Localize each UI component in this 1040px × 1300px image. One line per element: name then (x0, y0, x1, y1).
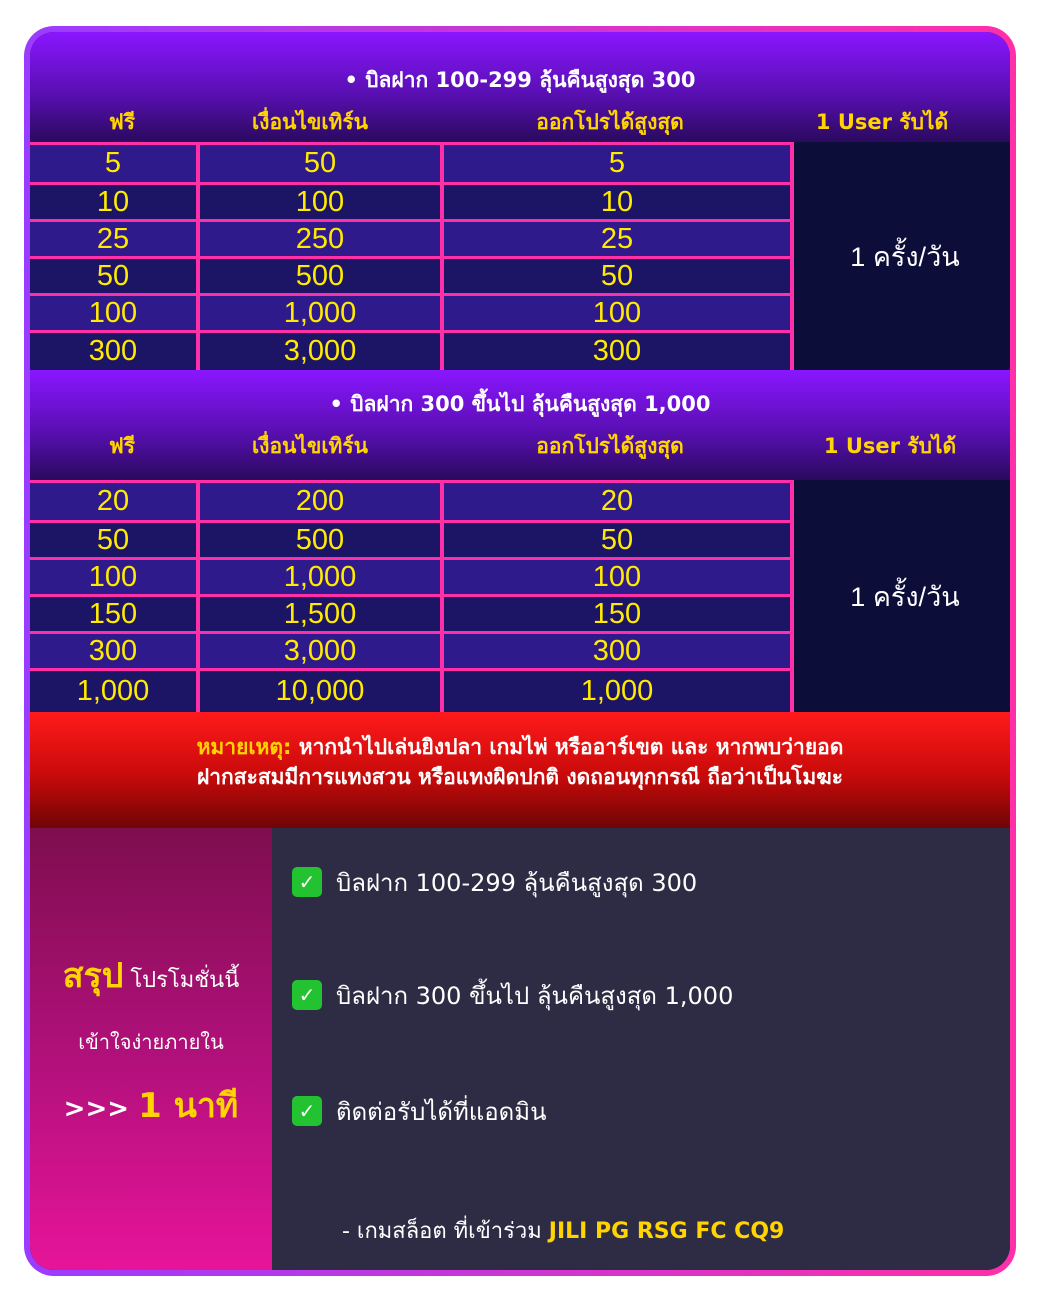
table-row (30, 634, 790, 668)
cell-max: 25 (600, 223, 634, 255)
section2-col-free: ฟรี (108, 434, 136, 458)
summary-panel (30, 828, 272, 1270)
table-row (30, 185, 790, 219)
cell-turnover: 500 (295, 260, 345, 292)
table-border (196, 142, 200, 370)
check-icon: ✓ (292, 1096, 322, 1126)
cell-max: 300 (592, 635, 642, 667)
summary-item (292, 1094, 546, 1128)
section2-limit: 1 ครั้ง/วัน (794, 480, 1010, 712)
cell-free: 150 (88, 598, 138, 630)
promo-card (30, 32, 1010, 1270)
cell-turnover: 10,000 (275, 675, 365, 707)
summary-item (292, 865, 697, 899)
cell-free: 300 (88, 635, 138, 667)
section1-table (30, 142, 1010, 370)
cell-turnover: 50 (303, 147, 337, 179)
cell-free: 100 (88, 297, 138, 329)
cell-turnover: 1,000 (283, 297, 357, 329)
table-border (440, 142, 444, 370)
table-row (30, 222, 790, 256)
games-list: JILI PG RSG FC CQ9 (548, 1219, 785, 1244)
section2-title: • บิลฝาก 300 ขึ้นไป ลุ้นคืนสูงสุด 1,000 (329, 392, 711, 416)
table-row (30, 523, 790, 557)
cell-turnover: 1,000 (283, 561, 357, 593)
section1-col-free: ฟรี (108, 110, 136, 134)
section2-col-max: ออกโปรได้สูงสุด (536, 434, 684, 458)
cell-turnover: 500 (295, 524, 345, 556)
summary-item-text: บิลฝาก 100-299 ลุ้นคืนสูงสุด 300 (336, 868, 698, 897)
table-border (440, 480, 444, 712)
cell-max: 10 (600, 186, 634, 218)
summary-title (30, 948, 272, 1002)
note-text-1: หากนำไปเล่นยิงปลา เกมไพ่ หรืออาร์เขต และ หากพบว่ายอด (291, 735, 844, 759)
note-label: หมายเหตุ: (196, 735, 292, 759)
table-row (30, 597, 790, 631)
summary-item (292, 978, 733, 1012)
table-row (30, 483, 790, 520)
summary-title-big: สรุป (62, 956, 124, 996)
summary-duration (30, 1078, 272, 1132)
table-row (30, 145, 790, 182)
note-line-2: ฝากสะสมมีการแทงสวน หรือแทงผิดปกติ งดถอนทุกกรณี ถือว่าเป็นโมฆะ (196, 765, 844, 789)
section2-col-turnover: เงื่อนไขเทิร์น (252, 434, 368, 458)
cell-turnover: 3,000 (283, 635, 357, 667)
cell-max: 300 (592, 335, 642, 367)
table-row (30, 560, 790, 594)
check-icon: ✓ (292, 980, 322, 1010)
cell-max: 100 (592, 561, 642, 593)
note-banner (30, 712, 1010, 828)
summary-title-small: โปรโมชั่นนี้ (123, 968, 240, 993)
cell-free: 20 (96, 485, 130, 517)
cell-free: 10 (96, 186, 130, 218)
check-icon: ✓ (292, 867, 322, 897)
section1-col-max: ออกโปรได้สูงสุด (536, 110, 684, 134)
section1-limit: 1 ครั้ง/วัน (794, 142, 1010, 370)
note-line-1 (30, 732, 1010, 762)
summary-subtitle: เข้าใจง่ายภายใน (78, 1030, 224, 1054)
summary-minute: 1 นาที (138, 1086, 239, 1126)
section1-col-user: 1 User รับได้ (815, 110, 949, 134)
cell-free: 50 (96, 260, 130, 292)
cell-max: 50 (600, 524, 634, 556)
section2-table (30, 480, 1010, 712)
cell-max: 20 (600, 485, 634, 517)
games-prefix: - เกมสล็อต ที่เข้าร่วม (342, 1219, 549, 1244)
section1-header (30, 32, 1010, 142)
summary-item-text: บิลฝาก 300 ขึ้นไป ลุ้นคืนสูงสุด 1,000 (336, 981, 734, 1010)
table-row (30, 296, 790, 330)
summary-item-text: ติดต่อรับได้ที่แอดมิน (336, 1097, 547, 1126)
cell-turnover: 1,500 (283, 598, 357, 630)
cell-turnover: 200 (295, 485, 345, 517)
section2-col-user: 1 User รับได้ (823, 434, 957, 458)
cell-turnover: 100 (295, 186, 345, 218)
cell-max: 1,000 (580, 675, 654, 707)
cell-max: 5 (608, 147, 626, 179)
table-row (30, 333, 790, 370)
cell-free: 1,000 (76, 675, 150, 707)
section1-title: • บิลฝาก 100-299 ลุ้นคืนสูงสุด 300 (344, 68, 696, 92)
cell-free: 25 (96, 223, 130, 255)
promo-card-frame (24, 26, 1016, 1276)
table-row (30, 671, 790, 712)
cell-free: 5 (104, 147, 122, 179)
cell-max: 50 (600, 260, 634, 292)
cell-max: 100 (592, 297, 642, 329)
cell-turnover: 3,000 (283, 335, 357, 367)
section1-col-turnover: เงื่อนไขเทิร์น (252, 110, 368, 134)
participating-games (342, 1213, 784, 1248)
cell-max: 150 (592, 598, 642, 630)
summary-arrow: >>> (63, 1094, 139, 1124)
cell-free: 300 (88, 335, 138, 367)
section2-header (30, 370, 1010, 480)
cell-free: 100 (88, 561, 138, 593)
cell-free: 50 (96, 524, 130, 556)
cell-turnover: 250 (295, 223, 345, 255)
table-border (196, 480, 200, 712)
summary-list (272, 828, 1010, 1270)
table-row (30, 259, 790, 293)
